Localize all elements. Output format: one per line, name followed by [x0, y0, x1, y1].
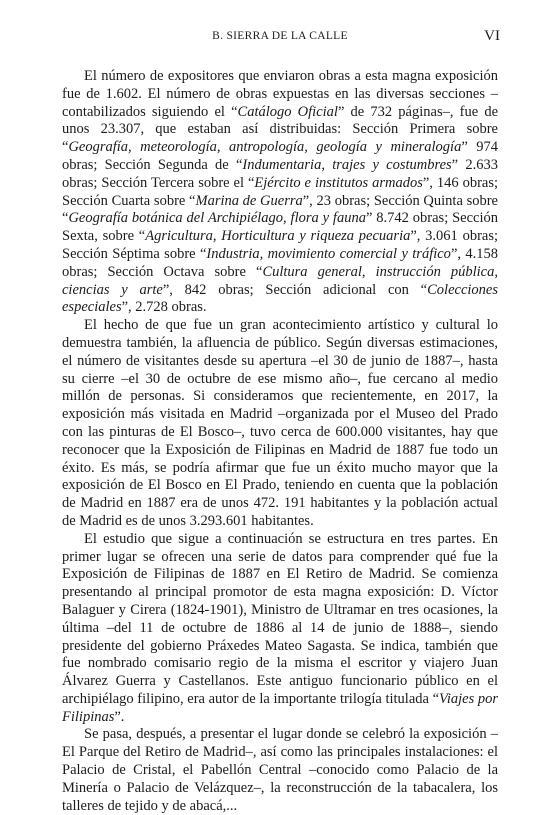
- paragraph-estructura-estudio: El estudio que sigue a continuación se estructura en tres partes. En primer lugar se ofrecen una serie de datos para comprender qué fue la Exposición de Filipinas de 1887 en El Retiro de Madrid. Se comienza presentando al principal promotor de esta magna exposición: D. Víctor Balaguer y Cirera (1824-1901), Ministro de Ultramar en tres ocasiones, la última –del 11 de octubre de 1886 al 14 de junio de 1888–, siendo presidente del gobierno Práxedes Mateo Sagasta. Se indica, también que fue nombrado comisario regio de la misma el escritor y viajero Juan Álvarez Guerra y Castellanos. Este antiguo funcionario público en el archipiélago filipino, era autor de la importante trilogía titulada “Viajes por Filipinas”.: [62, 530, 499, 725]
- paragraph-expositores: El número de expositores que enviaron obras a esta magna exposición fue de 1.602. El número de obras expuestas en las diversas secciones –contabilizados siguiendo el “Catálogo Oficial” de 732 páginas–, fue de unos 23.307, que estaban así distribuidas: Sección Primera sobre “Geografía, meteorología, antropología, geología y mineralogía” 974 obras; Sección Segunda de “Indumentaria, trajes y costumbres” 2.633 obras; Sección Tercera sobre el “Ejército e institutos armados”, 146 obras; Sección Cuarta sobre “Marina de Guerra”, 23 obras; Sección Quinta sobre “Geografía botánica del Archipiélago, flora y fauna” 8.742 obras; Sección Sexta, sobre “Agricultura, Horticultura y riqueza pecuaria”, 3.061 obras; Sección Séptima sobre “Industria, movimiento comercial y tráfico”, 4.158 obras; Sección Octava sobre “Cultura general, instrucción pública, ciencias y arte”, 842 obras; Sección adicional con “Colecciones especiales”, 2.728 obras.: [62, 68, 499, 316]
- running-head: [60, 30, 500, 50]
- paragraph-lugar-exposicion: Se pasa, después, a presentar el lugar donde se celebró la exposición –El Parque del Retiro de Madrid–, así como las principales instalaciones: el Palacio de Cristal, el Pabellón Central –conocido como Palacio de la Minería o Palacio de Velázquez–, la reconstrucción de la tabacalera, los talleres de tejido y de abacá,...: [62, 726, 498, 814]
- running-head-author: B. SIERRA DE LA CALLE: [212, 30, 348, 42]
- page-number: VI: [484, 28, 500, 44]
- paragraph-afluencia-publico: El hecho de que fue un gran acontecimiento artístico y cultural lo demuestra también, la afluencia de público. Según diversas estimaciones, el número de visitantes desde su apertura –el 30 de junio de 1887–, hasta su cierre –el 30 de octubre de ese mismo año–, fue cercano al medio millón de personas. Si consideramos que recientemente, en 2017, la exposición más visitada en Madrid –organizada por el Museo del Prado con las pinturas de El Bosco–, tuvo cerca de 600.000 visitantes, hay que reconocer que la Exposición de Filipinas en Madrid de 1887 fue todo un éxito. Es más, se podría afirmar que fue un éxito mucho mayor que la exposición de El Bosco en El Prado, teniendo en cuenta que la población de Madrid en 1887 era de unos 472. 191 habitantes y la población actual de Madrid es de unos 3.293.601 habitantes.: [62, 317, 498, 529]
- body-text: [62, 68, 498, 815]
